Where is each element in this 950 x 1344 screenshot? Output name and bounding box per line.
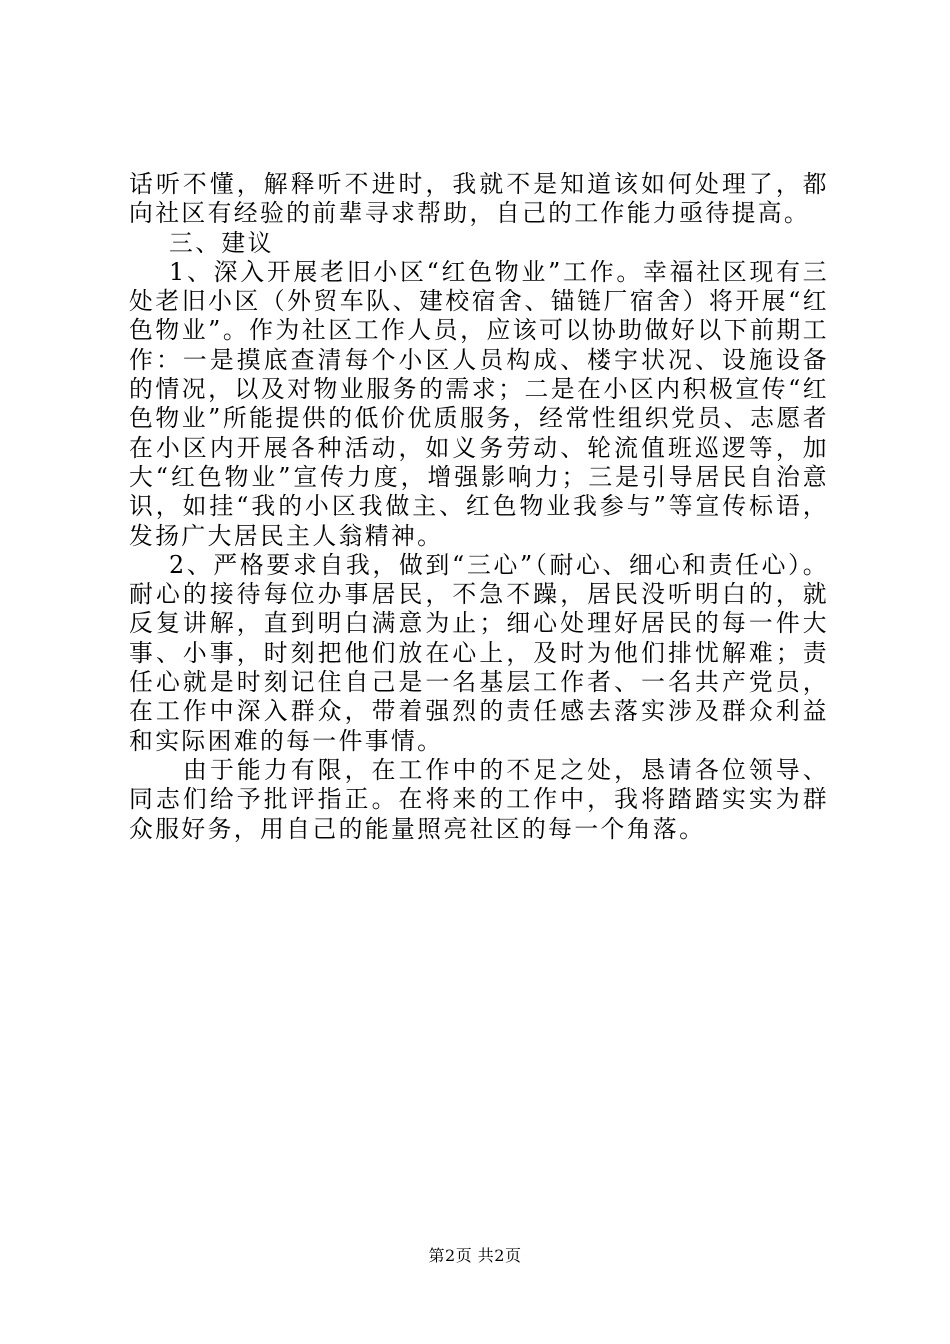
- page-number-footer: 第2页 共2页: [428, 1246, 522, 1265]
- paragraph-suggestion-2: 2、严格要求自我，做到“三心”（耐心、细心和责任心）。耐心的接待每位办事居民，不急不躁，居民没听明白的，就反复讲解，直到明白满意为止；细心处理好居民的每一件大事、小事，时刻把他们放在心上，及时为他们排忧解难；责任心就是时刻记住自己是一名基层工作者、一名共产党员，在工作中深入群众，带着强烈的责任感去落实涉及群众利益和实际困难的每一件事情。: [129, 550, 829, 755]
- section-heading-suggestions: 三、建议: [169, 228, 274, 257]
- paragraph-closing: 由于能力有限，在工作中的不足之处，恳请各位领导、同志们给予批评指正。在将来的工作中，我将踏踏实实为群众服好务，用自己的能量照亮社区的每一个角落。: [129, 755, 829, 843]
- paragraph-continuation: 话听不懂，解释听不进时，我就不是知道该如何处理了，都向社区有经验的前辈寻求帮助，自己的工作能力亟待提高。: [129, 170, 829, 228]
- paragraph-suggestion-1: 1、深入开展老旧小区“红色物业”工作。幸福社区现有三处老旧小区（外贸车队、建校宿舍、锚链厂宿舍）将开展“红色物业”。作为社区工作人员，应该可以协助做好以下前期工作：一是摸底查清每个小区人员构成、楼宇状况、设施设备的情况，以及对物业服务的需求；二是在小区内积极宣传“红色物业”所能提供的低价优质服务，经常性组织党员、志愿者在小区内开展各种活动，如义务劳动、轮流值班巡逻等，加大“红色物业”宣传力度，增强影响力；三是引导居民自治意识，如挂“我的小区我做主、红色物业我参与”等宣传标语，发扬广大居民主人翁精神。: [129, 257, 829, 550]
- document-body: [129, 170, 829, 844]
